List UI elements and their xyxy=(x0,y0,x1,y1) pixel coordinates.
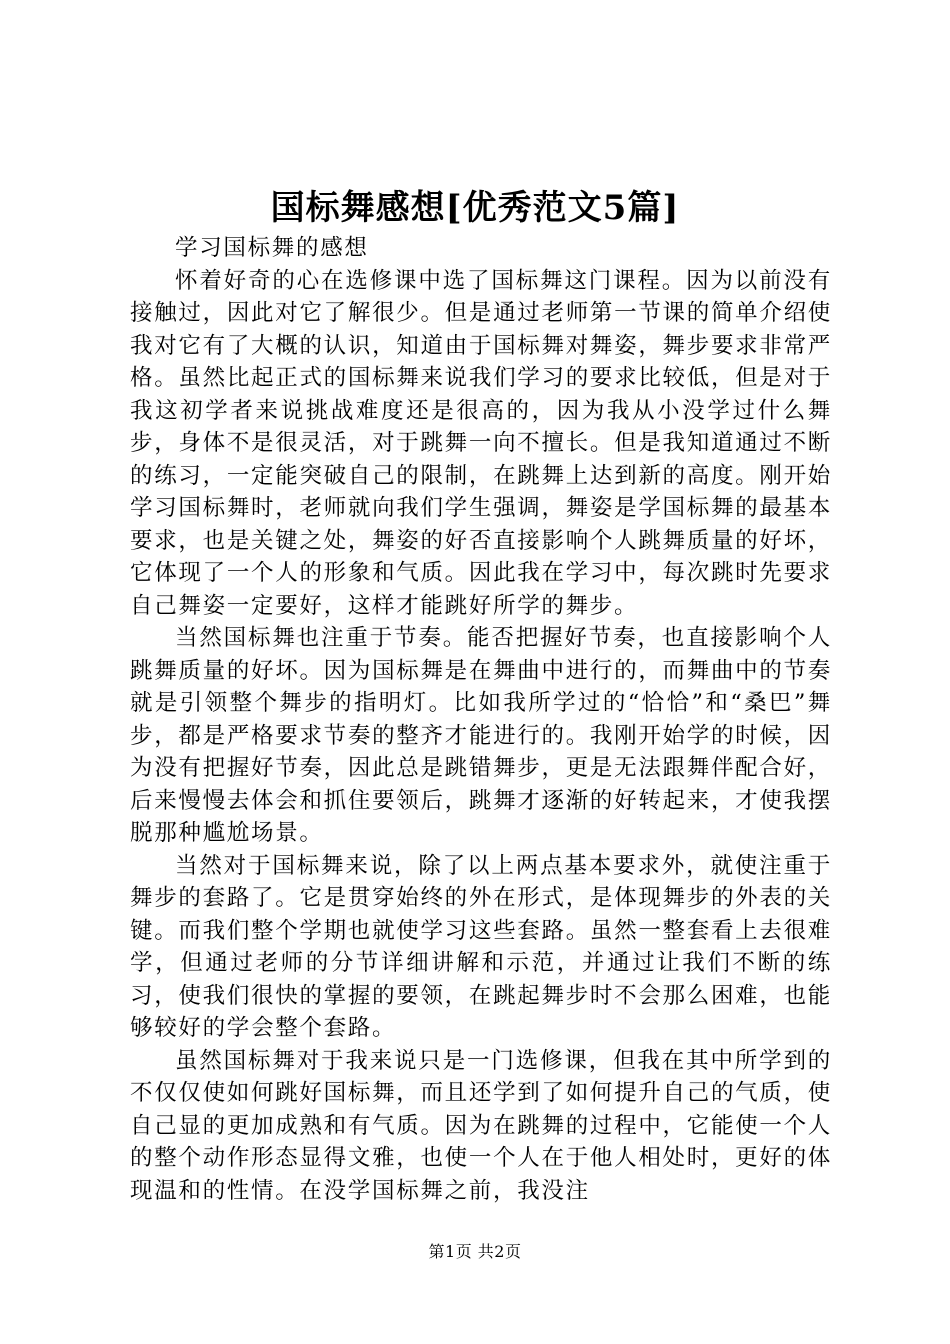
body-paragraph: 当然对于国标舞来说，除了以上两点基本要求外，就使注重于舞步的套路了。它是贯穿始终的外在形式，是体现舞步的外表的关键。而我们整个学期也就使学习这些套路。虽然一整套看上去很难学，但通过老师的分节详细讲解和示范，并通过让我们不断的练习，使我们很快的掌握的要领，在跳起舞步时不会那么困难，也能够较好的学会整个套路。 xyxy=(130,852,832,1041)
document-body xyxy=(130,232,832,1207)
subtitle-paragraph: 学习国标舞的感想 xyxy=(175,235,369,261)
body-paragraph: 怀着好奇的心在选修课中选了国标舞这门课程。因为以前没有接触过，因此对它了解很少。但是通过老师第一节课的简单介绍使我对它有了大概的认识，知道由于国标舞对舞姿，舞步要求非常严格。虽然比起正式的国标舞来说我们学习的要求比较低，但是对于我这初学者来说挑战难度还是很高的，因为我从小没学过什么舞步，身体不是很灵活，对于跳舞一向不擅长。但是我知道通过不断的练习，一定能突破自己的限制，在跳舞上达到新的高度。刚开始学习国标舞时，老师就向我们学生强调，舞姿是学国标舞的最基本要求，也是关键之处，舞姿的好否直接影响个人跳舞质量的好坏，它体现了一个人的形象和气质。因此我在学习中，每次跳时先要求自己舞姿一定要好，这样才能跳好所学的舞步。 xyxy=(130,267,832,619)
body-paragraph: 当然国标舞也注重于节奏。能否把握好节奏，也直接影响个人跳舞质量的好坏。因为国标舞是在舞曲中进行的，而舞曲中的节奏就是引领整个舞步的指明灯。比如我所学过的“恰恰”和“桑巴”舞步，都是严格要求节奏的整齐才能进行的。我刚开始学的时候，因为没有把握好节奏，因此总是跳错舞步，更是无法跟舞伴配合好，后来慢慢去体会和抓住要领后，跳舞才逐渐的好转起来，才使我摆脱那种尴尬场景。 xyxy=(130,625,832,846)
body-paragraph: 虽然国标舞对于我来说只是一门选修课，但我在其中所学到的不仅仅使如何跳好国标舞，而且还学到了如何提升自己的气质，使自己显的更加成熟和有气质。因为在跳舞的过程中，它能使一个人的整个动作形态显得文雅，也使一个人在于他人相处时，更好的体现温和的性情。在没学国标舞之前，我没注 xyxy=(130,1047,832,1204)
page-number-footer: 第1页 共2页 xyxy=(428,1242,522,1261)
document-title: 国标舞感想[优秀范文5篇] xyxy=(270,188,680,228)
